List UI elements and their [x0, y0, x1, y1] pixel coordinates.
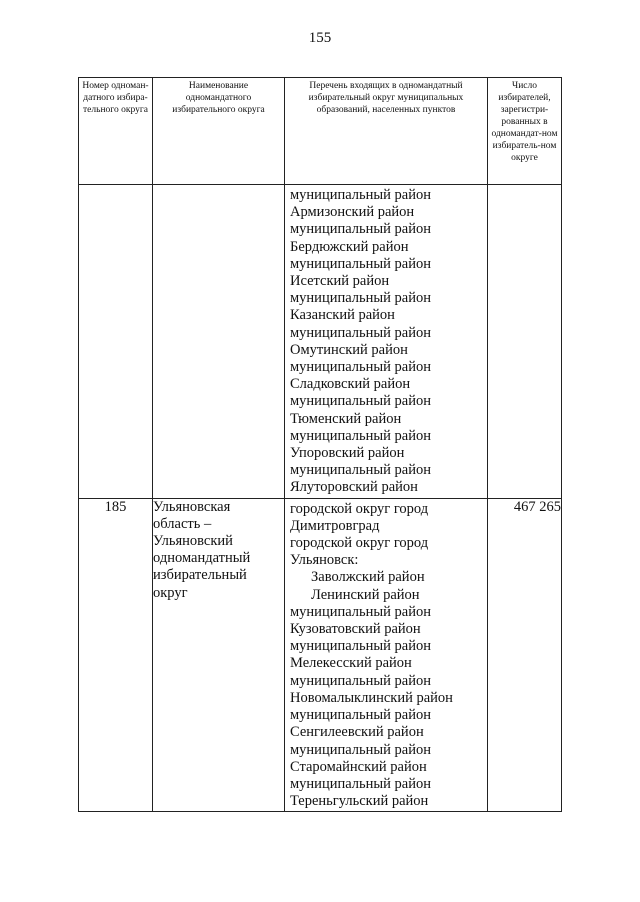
district-name-line: Ульяновская	[153, 498, 231, 515]
header-voters-count: Число избирателей, зарегистри-рованных в одномандат-ном избиратель-ном округе	[488, 78, 562, 185]
list-item: городской округ город	[290, 535, 429, 552]
list-item: Ленинский район	[311, 586, 420, 603]
cell-empty-voters	[488, 185, 562, 499]
list-item: муниципальный район	[290, 462, 431, 479]
list-item: Димитровград	[290, 517, 380, 534]
district-name-line: Ульяновский	[153, 533, 233, 550]
list-item: муниципальный район	[290, 324, 431, 341]
list-item: Казанский район	[290, 307, 395, 324]
district-voters-count: 467 265	[488, 498, 562, 812]
header-district-name: Наименование одномандатного избирательного округа	[153, 78, 285, 185]
header-district-number: Номер одноман-датного избира-тельного округа	[79, 78, 153, 185]
list-item: Бердюжский район	[290, 238, 409, 255]
list-item: Сладковский район	[290, 376, 411, 393]
cell-continued-municipalities	[285, 185, 488, 499]
cell-district-municipalities	[285, 498, 488, 812]
list-item: Новомалыклинский район	[290, 689, 453, 706]
list-item: муниципальный район	[290, 290, 431, 307]
list-item: муниципальный район	[290, 359, 431, 376]
continued-municipality-list	[285, 185, 487, 498]
list-item: городской округ город	[290, 500, 429, 517]
cell-empty-number	[79, 185, 153, 499]
table-row-continued	[79, 185, 562, 499]
list-item: муниципальный район	[290, 221, 431, 238]
list-item: Армизонский район	[290, 204, 415, 221]
list-item: Заволжский район	[311, 569, 425, 586]
page-number: 155	[308, 30, 332, 46]
list-item: Старомайнский район	[290, 758, 427, 775]
district-municipality-list	[285, 499, 487, 812]
list-item: Кузоватовский район	[290, 621, 421, 638]
list-item: муниципальный район	[290, 775, 431, 792]
list-item: Ульяновск:	[290, 552, 359, 569]
district-name-line: одномандатный	[153, 550, 251, 567]
list-item: муниципальный район	[290, 638, 431, 655]
list-item: Упоровский район	[290, 445, 405, 462]
district-name	[153, 498, 285, 812]
list-item: Мелекесский район	[290, 655, 412, 672]
list-item: муниципальный район	[290, 255, 431, 272]
list-item: Исетский район	[290, 273, 390, 290]
list-item: Омутинский район	[290, 341, 408, 358]
district-name-line: округ	[153, 584, 188, 601]
list-item: Тереньгульский район	[290, 793, 429, 810]
table-header-row	[79, 78, 562, 185]
list-item: муниципальный район	[290, 707, 431, 724]
table-row-district-185	[79, 498, 562, 812]
list-item: муниципальный район	[290, 741, 431, 758]
district-name-lines	[153, 499, 284, 602]
list-item: муниципальный район	[290, 187, 431, 203]
districts-table	[78, 77, 562, 812]
district-name-line: избирательный	[153, 567, 247, 584]
cell-empty-name	[153, 185, 285, 499]
list-item: Тюменский район	[290, 410, 402, 427]
list-item: Сенгилеевский район	[290, 724, 424, 741]
list-item: муниципальный район	[290, 427, 431, 444]
list-item: муниципальный район	[290, 672, 431, 689]
district-name-line: область –	[153, 515, 212, 532]
list-item: муниципальный район	[290, 603, 431, 620]
list-item: Ялуторовский район	[290, 479, 418, 496]
district-number: 185	[79, 498, 153, 812]
header-municipalities: Перечень входящих в одномандатный избирательный округ муниципальных образований, населенных пунктов	[285, 78, 488, 185]
list-item: муниципальный район	[290, 393, 431, 410]
